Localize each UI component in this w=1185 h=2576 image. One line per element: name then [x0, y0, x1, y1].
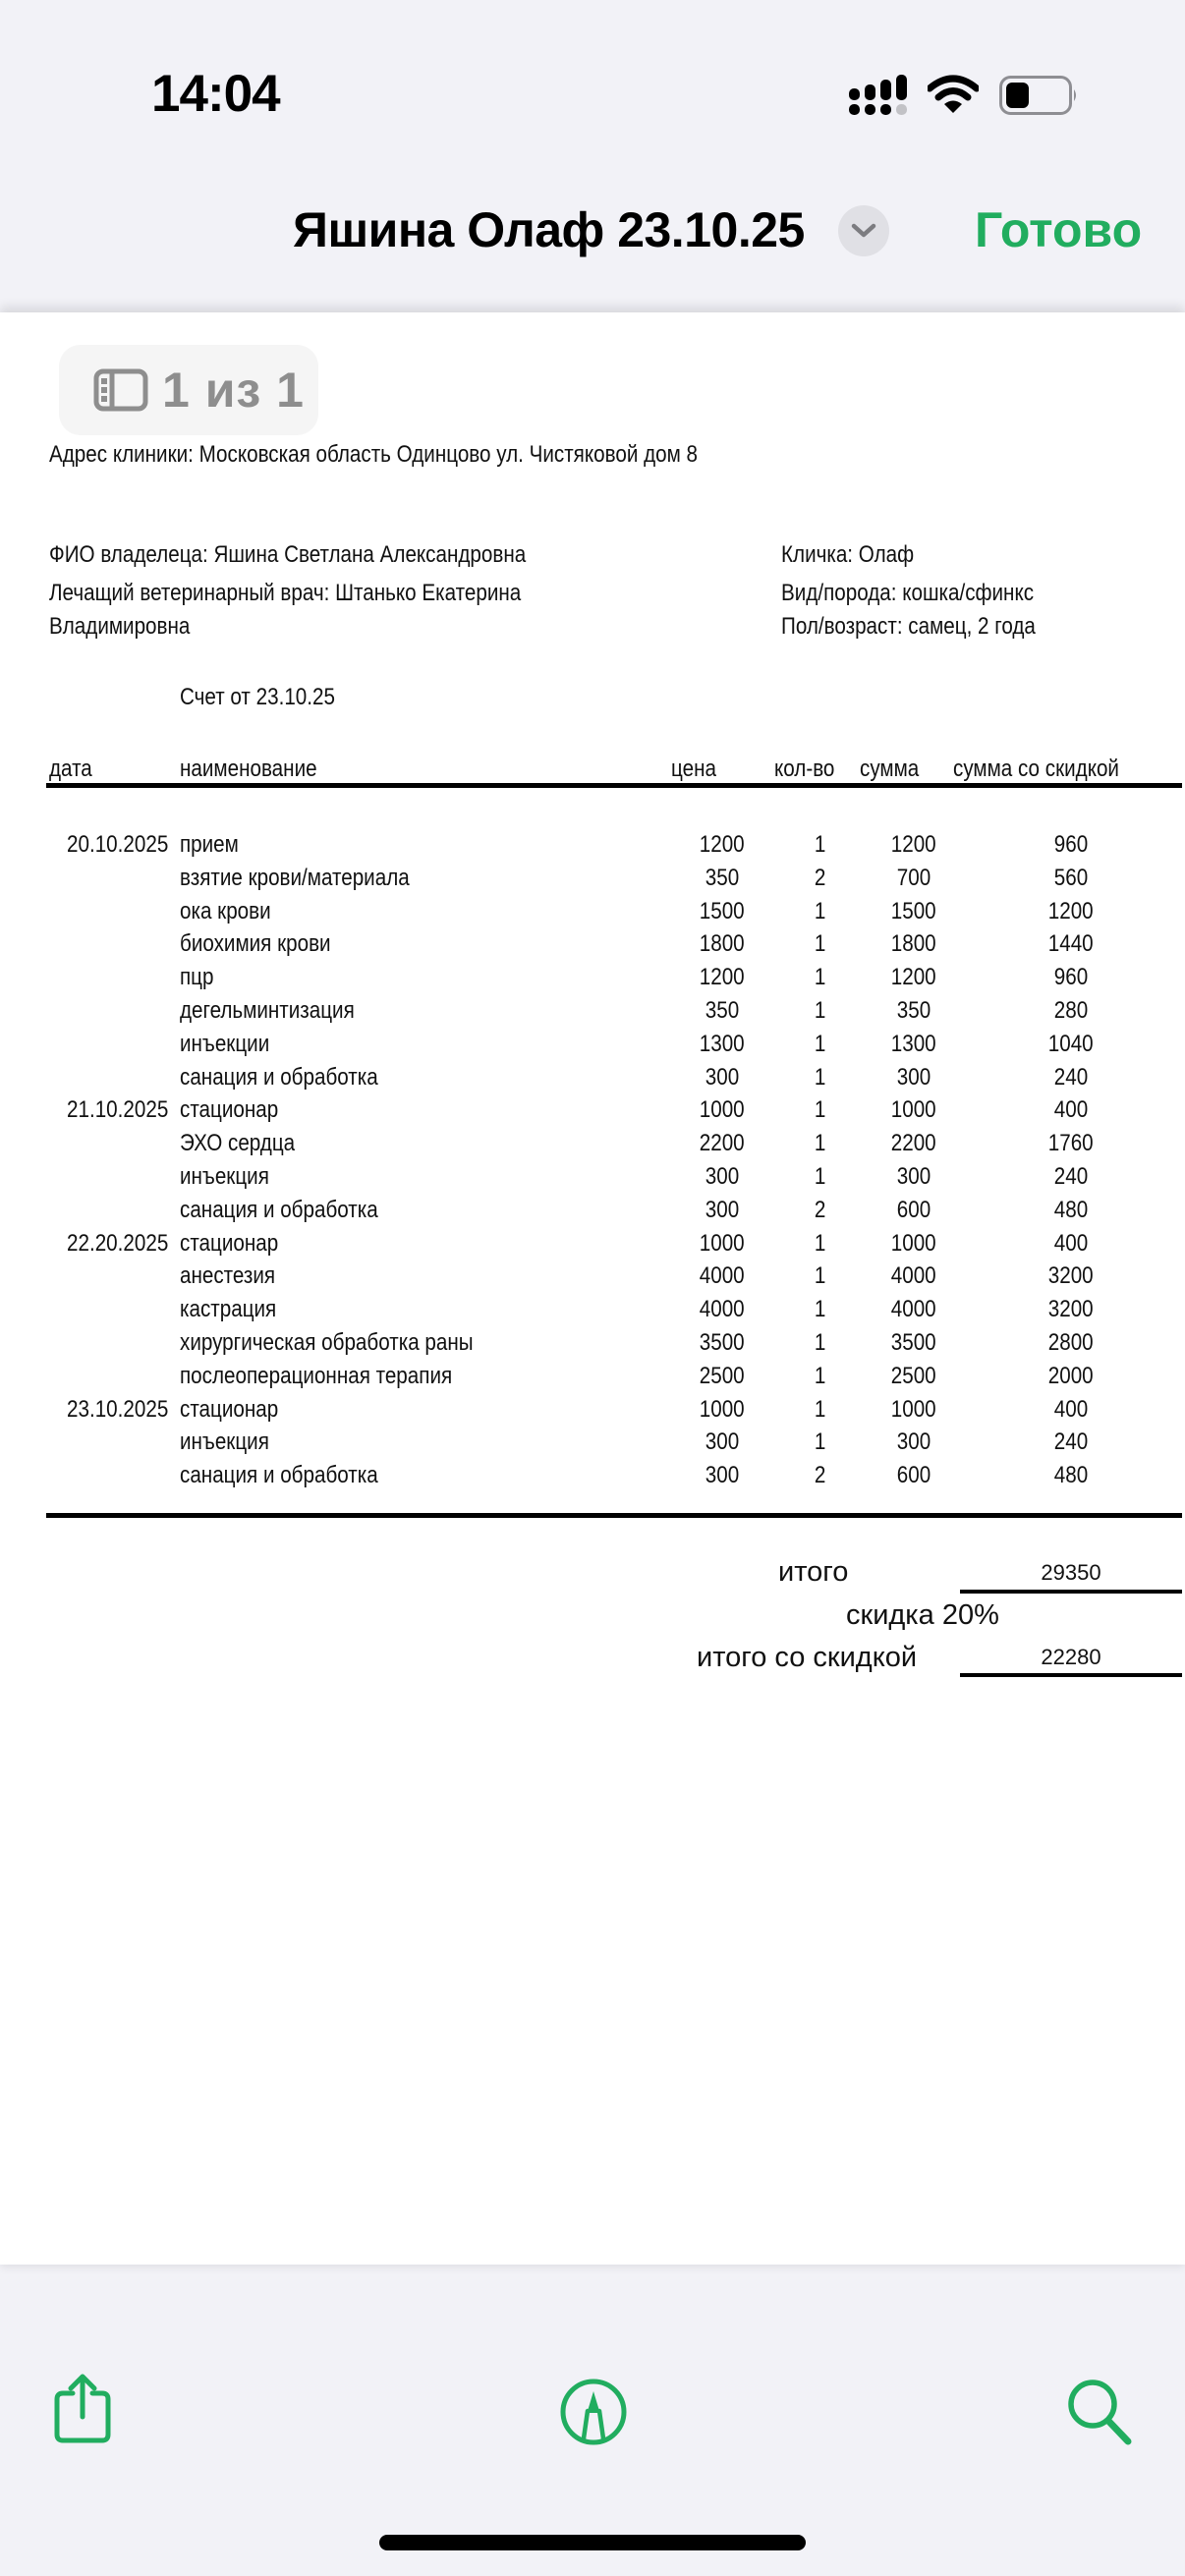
- header-date: дата: [49, 756, 92, 782]
- header-divider: [46, 783, 1182, 788]
- cell-price: 1200: [700, 964, 745, 991]
- table-row: [0, 961, 1185, 994]
- owner-name: ФИО владелеца: Яшина Светлана Александровна: [49, 541, 527, 568]
- home-indicator[interactable]: [379, 2535, 806, 2550]
- cell-price: 4000: [700, 1296, 745, 1323]
- cell-discounted: 1760: [1048, 1130, 1094, 1157]
- cell-qty: 1: [815, 897, 826, 924]
- search-icon[interactable]: [1065, 2378, 1136, 2448]
- cell-date: 23.10.2025: [67, 1395, 169, 1423]
- cell-discounted: 3200: [1048, 1296, 1094, 1323]
- table-row: [0, 1194, 1185, 1227]
- doctor-name-line1: Лечащий ветеринарный врач: Штанько Екатерина: [49, 580, 522, 606]
- table-row: [0, 1227, 1185, 1260]
- header-price: цена: [671, 756, 716, 782]
- table-row: [0, 1326, 1185, 1360]
- cell-name: стационар: [180, 1096, 279, 1124]
- cell-date: 20.10.2025: [67, 831, 169, 858]
- sidebar-thumbnails-icon: [93, 368, 148, 412]
- cell-qty: 1: [815, 831, 826, 858]
- cell-qty: 1: [815, 1096, 826, 1124]
- cell-price: 2500: [700, 1362, 745, 1389]
- cell-qty: 1: [815, 1030, 826, 1057]
- cell-discounted: 1040: [1048, 1030, 1094, 1057]
- cell-name: пцр: [180, 964, 214, 991]
- cell-sum: 4000: [891, 1262, 936, 1290]
- page-count-label: 1 из 1: [162, 363, 305, 418]
- cell-name: стационар: [180, 1395, 279, 1423]
- cell-discounted: 400: [1053, 1395, 1089, 1423]
- cell-qty: 1: [815, 1063, 826, 1091]
- cell-discounted: 2000: [1048, 1362, 1094, 1389]
- discounted-total-underline: [960, 1673, 1182, 1677]
- table-row: [0, 1061, 1185, 1094]
- cell-qty: 1: [815, 1262, 826, 1290]
- table-row: [0, 1293, 1185, 1326]
- cell-name: прием: [180, 831, 239, 858]
- cell-discounted: 240: [1053, 1163, 1089, 1190]
- cell-name: кастрация: [180, 1296, 277, 1323]
- cell-sum: 2200: [891, 1130, 936, 1157]
- cell-discounted: 480: [1053, 1462, 1089, 1489]
- cell-name: санация и обработка: [180, 1196, 378, 1223]
- cell-qty: 1: [815, 930, 826, 958]
- table-row: [0, 895, 1185, 928]
- cell-sum: 600: [896, 1462, 931, 1489]
- cell-name: санация и обработка: [180, 1063, 378, 1091]
- share-icon[interactable]: [53, 2372, 112, 2446]
- cell-name: послеоперационная терапия: [180, 1362, 453, 1389]
- cell-discounted: 560: [1053, 864, 1089, 891]
- header-name: наименование: [180, 756, 317, 782]
- discount-label: скидка 20%: [846, 1599, 999, 1631]
- cell-discounted: 960: [1053, 964, 1089, 991]
- cell-qty: 1: [815, 1395, 826, 1423]
- title-menu-button[interactable]: [838, 205, 889, 256]
- table-row: [0, 1028, 1185, 1061]
- cell-sum: 700: [896, 864, 931, 891]
- cell-discounted: 400: [1053, 1096, 1089, 1124]
- cell-date: 22.20.2025: [67, 1229, 169, 1257]
- cell-sum: 350: [896, 997, 931, 1024]
- cell-sum: 1000: [891, 1229, 936, 1257]
- cell-qty: 1: [815, 997, 826, 1024]
- cell-sum: 1000: [891, 1096, 936, 1124]
- cell-name: анестезия: [180, 1262, 276, 1290]
- cell-sum: 1000: [891, 1395, 936, 1423]
- table-header: [0, 753, 1185, 786]
- status-time: 14:04: [151, 65, 280, 123]
- header-sum: сумма: [860, 756, 920, 782]
- cell-sum: 1200: [891, 964, 936, 991]
- cell-name: инъекции: [180, 1030, 270, 1057]
- cell-price: 300: [705, 1063, 740, 1091]
- battery-icon: [999, 76, 1078, 115]
- table-row: [0, 1127, 1185, 1160]
- cell-discounted: 400: [1053, 1229, 1089, 1257]
- table-row: [0, 1426, 1185, 1459]
- cell-qty: 2: [815, 1196, 826, 1223]
- cell-sum: 300: [896, 1063, 931, 1091]
- cell-qty: 1: [815, 1362, 826, 1389]
- clinic-address: Адрес клиники: Московская область Одинцово ул. Чистяковой дом 8: [49, 441, 699, 468]
- cellular-signal-icon: [849, 75, 908, 116]
- cell-discounted: 1200: [1048, 897, 1094, 924]
- cell-discounted: 960: [1053, 831, 1089, 858]
- table-row: [0, 1160, 1185, 1194]
- cell-discounted: 240: [1053, 1428, 1089, 1456]
- cell-price: 2200: [700, 1130, 745, 1157]
- cell-price: 350: [705, 864, 740, 891]
- cell-sum: 600: [896, 1196, 931, 1223]
- cell-name: стационар: [180, 1229, 279, 1257]
- header-qty: кол-во: [774, 756, 835, 782]
- pet-sex-age: Пол/возраст: самец, 2 года: [781, 613, 1036, 640]
- total-value: 29350: [1041, 1560, 1101, 1585]
- cell-qty: 1: [815, 1229, 826, 1257]
- wifi-icon: [928, 75, 979, 114]
- cell-price: 300: [705, 1428, 740, 1456]
- cell-discounted: 2800: [1048, 1329, 1094, 1356]
- table-bottom-divider: [46, 1513, 1182, 1518]
- pet-species: Вид/порода: кошка/сфинкс: [781, 580, 1035, 606]
- table-row: [0, 1260, 1185, 1293]
- cell-name: инъекция: [180, 1428, 269, 1456]
- cell-price: 300: [705, 1163, 740, 1190]
- cell-name: инъекция: [180, 1163, 269, 1190]
- cell-price: 1500: [700, 897, 745, 924]
- cell-date: 21.10.2025: [67, 1096, 169, 1124]
- cell-discounted: 280: [1053, 997, 1089, 1024]
- done-button[interactable]: Готово: [975, 202, 1143, 257]
- table-row: [0, 828, 1185, 862]
- total-underline: [960, 1590, 1182, 1594]
- table-row: [0, 862, 1185, 895]
- cell-price: 3500: [700, 1329, 745, 1356]
- cell-sum: 1500: [891, 897, 936, 924]
- cell-sum: 300: [896, 1428, 931, 1456]
- cell-discounted: 480: [1053, 1196, 1089, 1223]
- cell-price: 4000: [700, 1262, 745, 1290]
- cell-qty: 1: [815, 1163, 826, 1190]
- cell-price: 1200: [700, 831, 745, 858]
- cell-price: 350: [705, 997, 740, 1024]
- chevron-down-icon: [851, 223, 876, 239]
- cell-name: хирургическая обработка раны: [180, 1329, 474, 1356]
- cell-price: 300: [705, 1196, 740, 1223]
- cell-sum: 1800: [891, 930, 936, 958]
- cell-name: санация и обработка: [180, 1462, 378, 1489]
- table-row: [0, 1393, 1185, 1427]
- table-row: [0, 994, 1185, 1028]
- cell-sum: 1300: [891, 1030, 936, 1057]
- table-row: [0, 1459, 1185, 1492]
- cell-qty: 1: [815, 1428, 826, 1456]
- cell-qty: 2: [815, 864, 826, 891]
- cell-sum: 300: [896, 1163, 931, 1190]
- invoice-title: Счет от 23.10.25: [180, 684, 335, 710]
- cell-price: 1000: [700, 1229, 745, 1257]
- page-indicator[interactable]: [59, 345, 318, 435]
- cell-qty: 1: [815, 1130, 826, 1157]
- cell-name: биохимия крови: [180, 930, 331, 958]
- document-title[interactable]: Яшина Олаф 23.10.25: [293, 202, 805, 257]
- cell-qty: 1: [815, 1296, 826, 1323]
- cell-discounted: 3200: [1048, 1262, 1094, 1290]
- table-row: [0, 927, 1185, 961]
- cell-sum: 4000: [891, 1296, 936, 1323]
- doctor-name-line2: Владимировна: [49, 613, 191, 640]
- cell-name: дегельминтизация: [180, 997, 355, 1024]
- cell-name: ЭХО сердца: [180, 1130, 296, 1157]
- cell-price: 1800: [700, 930, 745, 958]
- cell-qty: 2: [815, 1462, 826, 1489]
- total-label: итого: [778, 1556, 849, 1588]
- table-row: [0, 1093, 1185, 1127]
- discounted-total-label: итого со скидкой: [697, 1642, 918, 1673]
- cell-price: 1000: [700, 1096, 745, 1124]
- cell-sum: 3500: [891, 1329, 936, 1356]
- cell-sum: 1200: [891, 831, 936, 858]
- discounted-total-value: 22280: [1041, 1645, 1101, 1669]
- table-row: [0, 1360, 1185, 1393]
- cell-sum: 2500: [891, 1362, 936, 1389]
- cell-discounted: 240: [1053, 1063, 1089, 1091]
- header-discounted: сумма со скидкой: [953, 756, 1119, 782]
- cell-qty: 1: [815, 964, 826, 991]
- cell-price: 1000: [700, 1395, 745, 1423]
- cell-qty: 1: [815, 1329, 826, 1356]
- cell-discounted: 1440: [1048, 930, 1094, 958]
- markup-pen-icon[interactable]: [559, 2378, 628, 2446]
- cell-price: 300: [705, 1462, 740, 1489]
- cell-name: взятие крови/материала: [180, 864, 410, 891]
- cell-name: ока крови: [180, 897, 271, 924]
- cell-price: 1300: [700, 1030, 745, 1057]
- pet-name: Кличка: Олаф: [781, 541, 915, 568]
